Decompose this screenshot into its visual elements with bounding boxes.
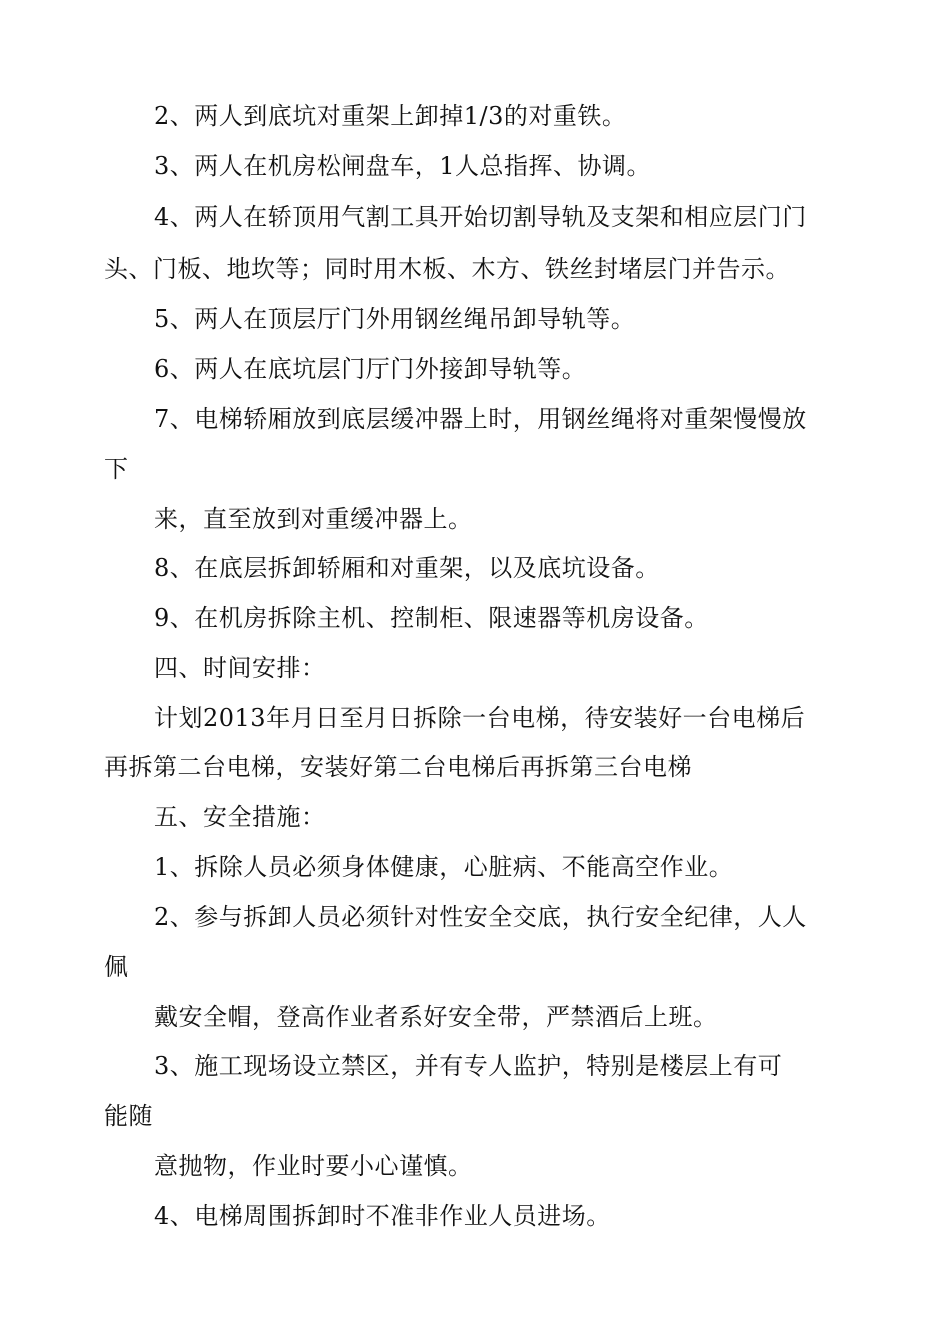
section-5-heading: 五、安全措施： — [154, 803, 326, 831]
safety-1-line: 1、拆除人员必须身体健康，心脏病、不能高空作业。 — [154, 853, 734, 881]
safety-3-line: 3、施工现场设立禁区，并有专人监护，特别是楼层上有可 — [154, 1052, 783, 1080]
schedule-line: 计划2013年月日至月日拆除一台电梯，待安装好一台电梯后 — [154, 704, 806, 732]
step-5-line: 5、两人在顶层厅门外用钢丝绳吊卸导轨等。 — [154, 305, 636, 333]
step-6-line: 6、两人在底坑层门厅门外接卸导轨等。 — [154, 355, 587, 383]
safety-2-line: 2、参与拆卸人员必须针对性安全交底，执行安全纪律，人人 — [154, 903, 807, 931]
safety-3-continuation: 意抛物，作业时要小心谨慎。 — [154, 1152, 473, 1180]
step-4-line: 4、两人在轿顶用气割工具开始切割导轨及支架和相应层门门 — [154, 203, 807, 231]
step-3-line: 3、两人在机房松闸盘车，1人总指挥、协调。 — [154, 152, 652, 180]
step-7-continuation: 来，直至放到对重缓冲器上。 — [154, 505, 473, 533]
safety-2-continuation: 戴安全帽，登高作业者系好安全带，严禁酒后上班。 — [154, 1003, 718, 1031]
schedule-continuation: 再拆第二台电梯，安装好第二台电梯后再拆第三台电梯 — [104, 753, 692, 781]
step-7-line: 7、电梯轿厢放到底层缓冲器上时，用钢丝绳将对重架慢慢放 — [154, 405, 807, 433]
step-7-wrap: 下 — [104, 455, 129, 483]
step-2-line: 2、两人到底坑对重架上卸掉1/3的对重铁。 — [154, 102, 627, 130]
safety-4-line: 4、电梯周围拆卸时不准非作业人员进场。 — [154, 1202, 611, 1230]
safety-3-wrap: 能随 — [104, 1102, 153, 1130]
section-4-heading: 四、时间安排： — [154, 654, 326, 682]
step-4-continuation: 头、门板、地坎等；同时用木板、木方、铁丝封堵层门并告示。 — [104, 255, 790, 283]
step-8-line: 8、在底层拆卸轿厢和对重架，以及底坑设备。 — [154, 554, 660, 582]
safety-2-wrap: 佩 — [104, 953, 129, 981]
step-9-line: 9、在机房拆除主机、控制柜、限速器等机房设备。 — [154, 604, 709, 632]
